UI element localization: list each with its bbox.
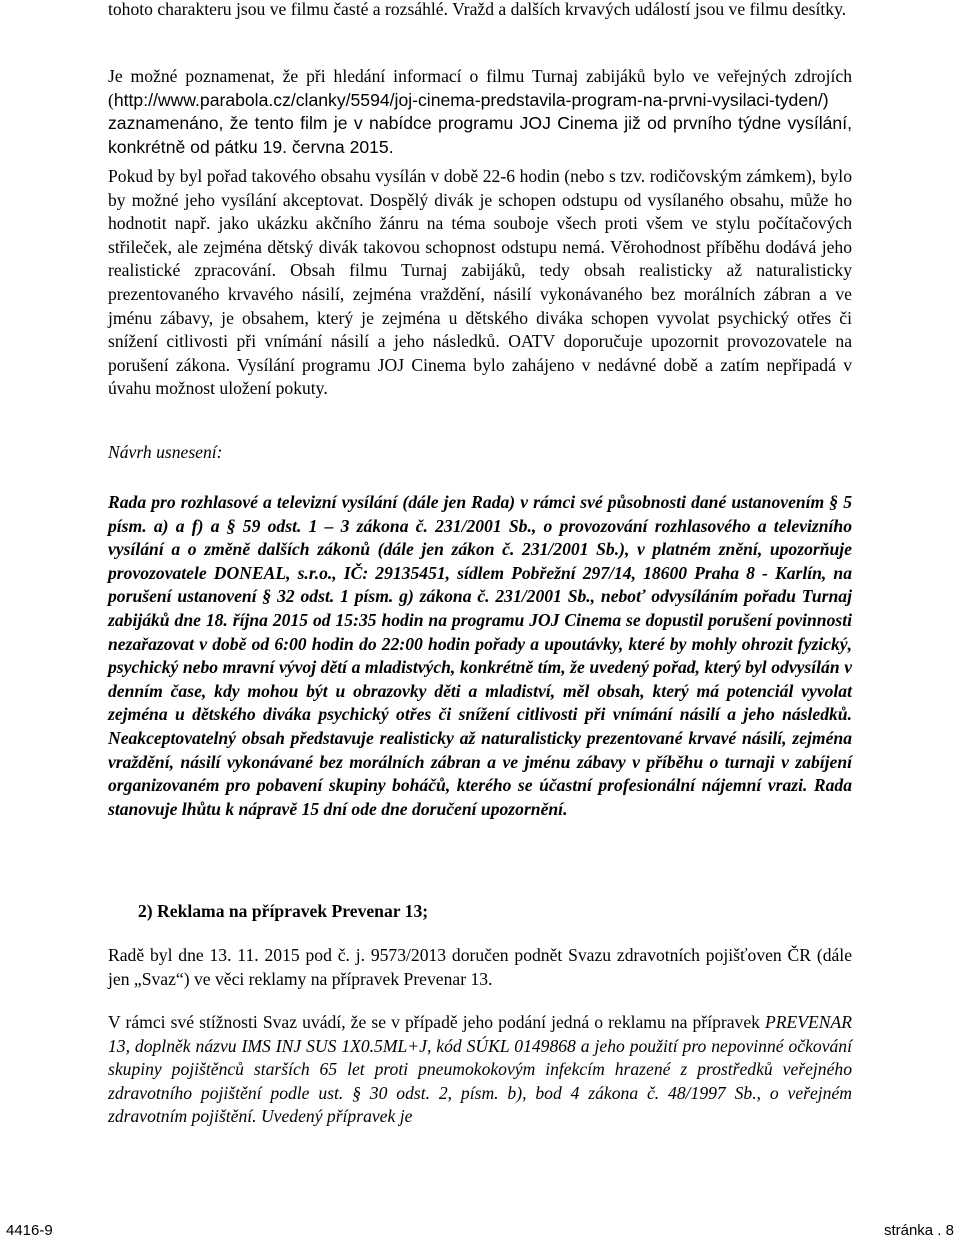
complaint-italic-text: PREVENAR 13, doplněk názvu IMS INJ SUS 1X0.5ML+J, kód SÚKL 0149868 a jeho použití pro nepovinné očkování skupiny pojištěnců starších 65 let proti pneumokokovým infekcím hrazené z prostředků veřejného zdravotního pojištění podle ust. § 30 odst. 2, písm. b), bod 4 zákona č. 48/1997 Sb., o veřejném zdravotním pojištění. Uvedený přípravek je [108,1012,852,1127]
source-pre-text: Je možné poznamenat, že při hledání informací o filmu Turnaj zabijáků bylo ve veřejných zdrojích ( [108,66,852,110]
footer-doc-id: 4416-9 [6,1222,53,1239]
paragraph-source [108,65,852,159]
section-heading: 2) Reklama na přípravek Prevenar 13; [138,901,429,921]
paragraph-resolution: Rada pro rozhlasové a televizní vysílání (dále jen Rada) v rámci své působnosti dané ustanovením § 5 písm. a) a f) a § 59 odst. 1 – 3 zákona č. 231/2001 Sb., o provozování rozhlasového a televizního vysílání a o změně dalších zákonů (dále jen zákon č. 231/2001 Sb.), v platném znění, upozorňuje provozovatele DONEAL, s.r.o., IČ: 29135451, sídlem Pobřežní 297/14, 18600 Praha 8 - Karlín, na porušení ustanovení § 32 odst. 1 písm. g) zákona č. 231/2001 Sb., neboť odvysíláním pořadu Turnaj zabijáků dne 18. října 2015 od 15:35 hodin na programu JOJ Cinema se dopustil porušení povinnosti nezařazovat v době od 6:00 hodin do 22:00 hodin pořady a upoutávky, které by mohly ohrozit fyzický, psychický nebo mravní vývoj dětí a mladistvých, konkrétně tím, že uvedený pořad, který byl odvysílán v denním čase, kdy mohou být u obrazovky děti a mladiství, měl obsah, který má potenciál vyvolat zejména u dětského diváka psychický otřes či snížení citlivosti při vnímání násilí a jeho následků. Neakceptovatelný obsah představuje realisticky až naturalisticky prezentované krvavé násilí, zejména vraždění, násilí vykonávané bez morálních zábran a ve jménu zábavy v příběhu o turnaji v zabíjení organizovaném pro pobavení skupiny boháčů, kterého se účastní profesionální nájemní vrazi. Rada stanovuje lhůtu k nápravě 15 dní ode dne doručení upozornění. [108,492,852,819]
source-post-text: ) zaznamenáno, že tento film je v nabídce programu JOJ Cinema již od prvního týdne vysílání, konkrétně od pátku 19. června 2015. [108,89,852,157]
complaint-pre-text: V rámci své stížnosti Svaz uvádí, že se v případě jeho podání jedná o reklamu na přípravek [108,1012,766,1032]
paragraph-intro-end: tohoto charakteru jsou ve filmu časté a rozsáhlé. Vražd a dalších krvavých událostí jsou ve filmu desítky. [108,0,847,19]
proposal-label: Návrh usnesení: [108,442,223,462]
paragraph-received: Radě byl dne 13. 11. 2015 pod č. j. 9573/2013 doručen podnět Svazu zdravotních pojišťoven ČR (dále jen „Svaz“) ve věci reklamy na přípravek Prevenar 13. [108,945,852,989]
paragraph-analysis: Pokud by byl pořad takového obsahu vysílán v době 22-6 hodin (nebo s tzv. rodičovským zámkem), bylo by možné jeho vysílání akceptovat. Dospělý divák je schopen odstupu od vysílaného obsahu, může ho hodnotit např. jako ukázku akčního žánru na téma souboje všech proti všem ve stylu počítačových střileček, ale zejména dětský divák takovou schopnost odstupu nemá. Věrohodnost příběhu dodává jeho realistické zpracování. Obsah filmu Turnaj zabijáků, tedy obsah realisticky až naturalisticky prezentovaného krvavého násilí, zejména vraždění, násilí vykonávaného bez morálních zábran a ve jménu zábavy, je obsahem, který je zejména u dětského diváka schopen vyvolat psychický otřes či snížení citlivosti při vnímání násilí a jeho následků. OATV doporučuje upozornit provozovatele na porušení zákona. Vysílání programu JOJ Cinema bylo zahájeno v nedávné době a zatím nepřipadá v úvahu možnost uložení pokuty. [108,166,852,399]
source-url: http://www.parabola.cz/clanky/5594/joj-cinema-predstavila-program-na-prvni-vysilaci-tyden/ [113,89,823,110]
paragraph-complaint [108,1011,852,1129]
footer-page-label: stránka . 8 [883,1222,954,1239]
